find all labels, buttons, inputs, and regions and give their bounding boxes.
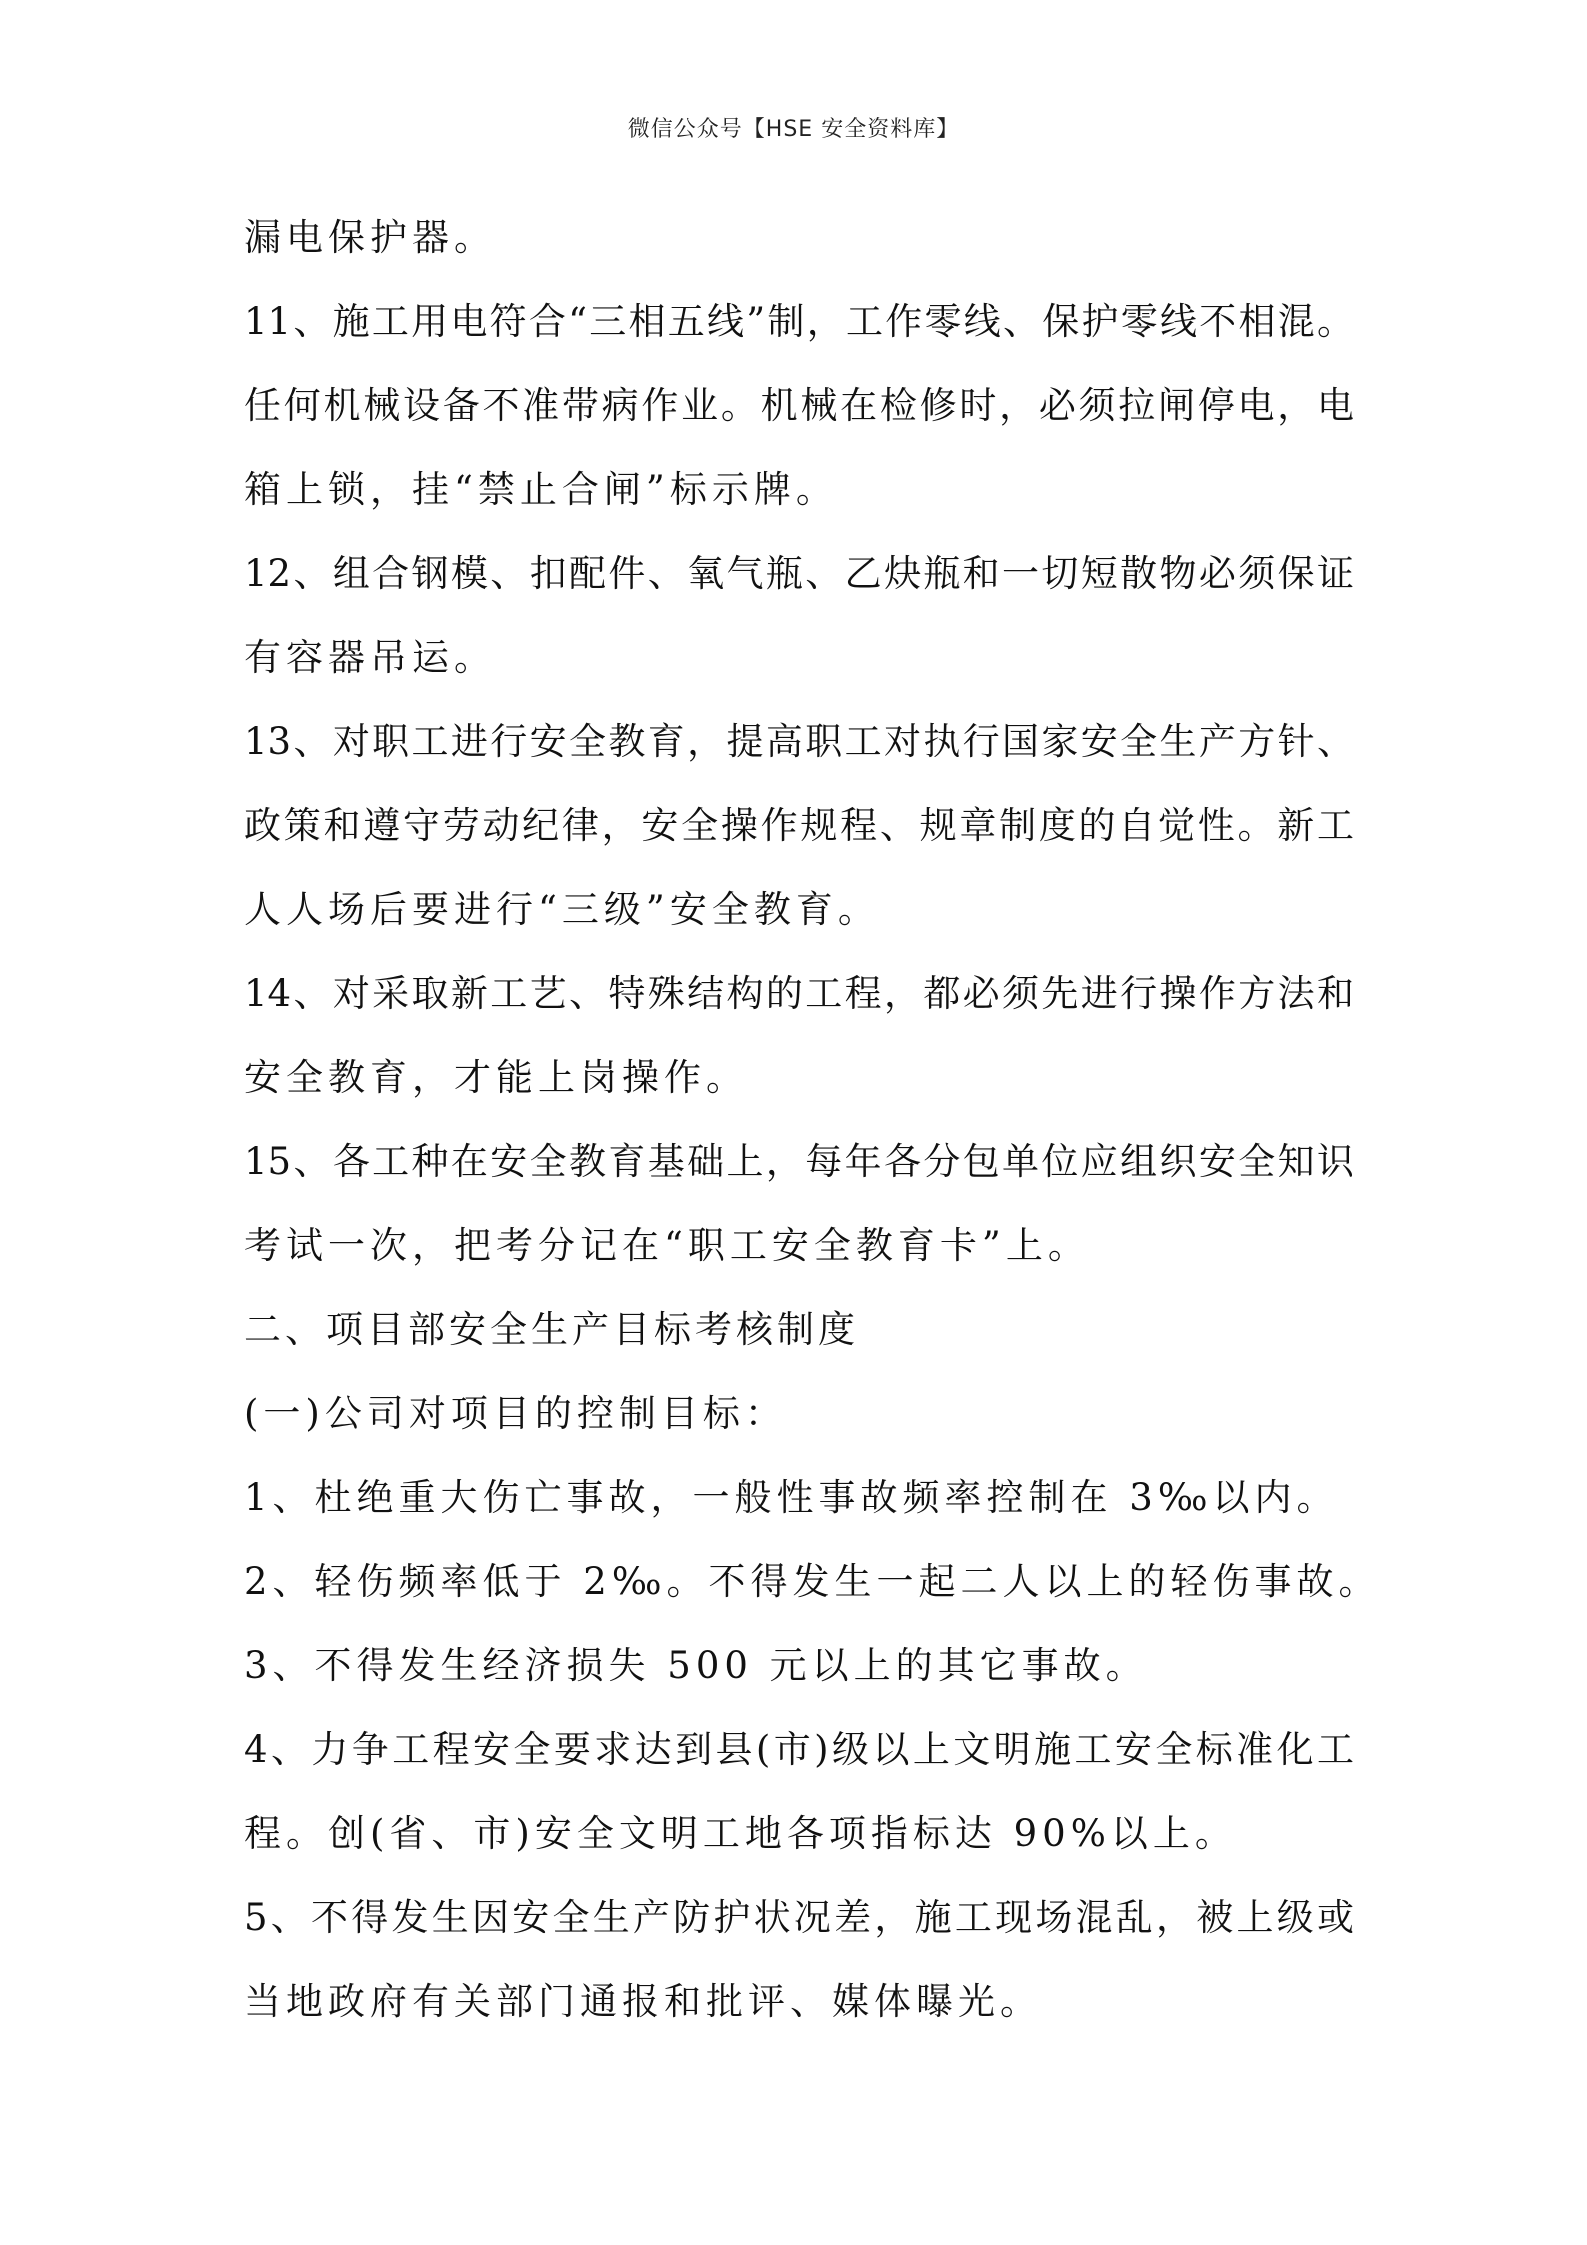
text-line: 15、各工种在安全教育基础上，每年各分包单位应组织安全知识 — [244, 1140, 1354, 1183]
text-line: 箱上锁，挂“禁止合闸”标示牌。 — [244, 468, 838, 511]
text-line: 政策和遵守劳动纪律，安全操作规程、规章制度的自觉性。新工 — [244, 804, 1354, 847]
text-line: 人人场后要进行“三级”安全教育。 — [244, 888, 880, 931]
text-line: 12、组合钢模、扣配件、氧气瓶、乙炔瓶和一切短散物必须保证 — [244, 552, 1354, 595]
text-line: 3、不得发生经济损失 500 元以上的其它事故。 — [244, 1644, 1148, 1687]
text-line: 当地政府有关部门通报和批评、媒体曝光。 — [244, 1980, 1042, 2023]
text-line: 14、对采取新工艺、特殊结构的工程，都必须先进行操作方法和 — [244, 972, 1354, 1015]
text-line: 安全教育，才能上岗操作。 — [244, 1056, 748, 1099]
document-body — [244, 196, 1381, 2044]
text-line: 程。创(省、市)安全文明工地各项指标达 90%以上。 — [244, 1812, 1237, 1855]
text-line: 5、不得发生因安全生产防护状况差，施工现场混乱，被上级或 — [244, 1896, 1354, 1939]
text-line: 有容器吊运。 — [244, 636, 496, 679]
text-line: 4、力争工程安全要求达到县(市)级以上文明施工安全标准化工 — [244, 1728, 1354, 1771]
text-line: 13、对职工进行安全教育，提高职工对执行国家安全生产方针、 — [244, 720, 1354, 763]
text-line: 任何机械设备不准带病作业。机械在检修时，必须拉闸停电，电 — [244, 384, 1354, 427]
text-line: 11、施工用电符合“三相五线”制，工作零线、保护零线不相混。 — [244, 300, 1354, 343]
text-line: 1、杜绝重大伤亡事故，一般性事故频率控制在 3‰以内。 — [244, 1476, 1339, 1519]
text-line: 漏电保护器。 — [244, 216, 496, 259]
text-line: 考试一次，把考分记在“职工安全教育卡”上。 — [244, 1224, 1090, 1267]
subsection-heading: (一)公司对项目的控制目标： — [244, 1392, 787, 1435]
text-line: 2、轻伤频率低于 2‰。不得发生一起二人以上的轻伤事故。 — [244, 1560, 1381, 1603]
page-header: 微信公众号【HSE 安全资料库】 — [627, 117, 960, 142]
section-heading: 二、项目部安全生产目标考核制度 — [244, 1308, 859, 1351]
